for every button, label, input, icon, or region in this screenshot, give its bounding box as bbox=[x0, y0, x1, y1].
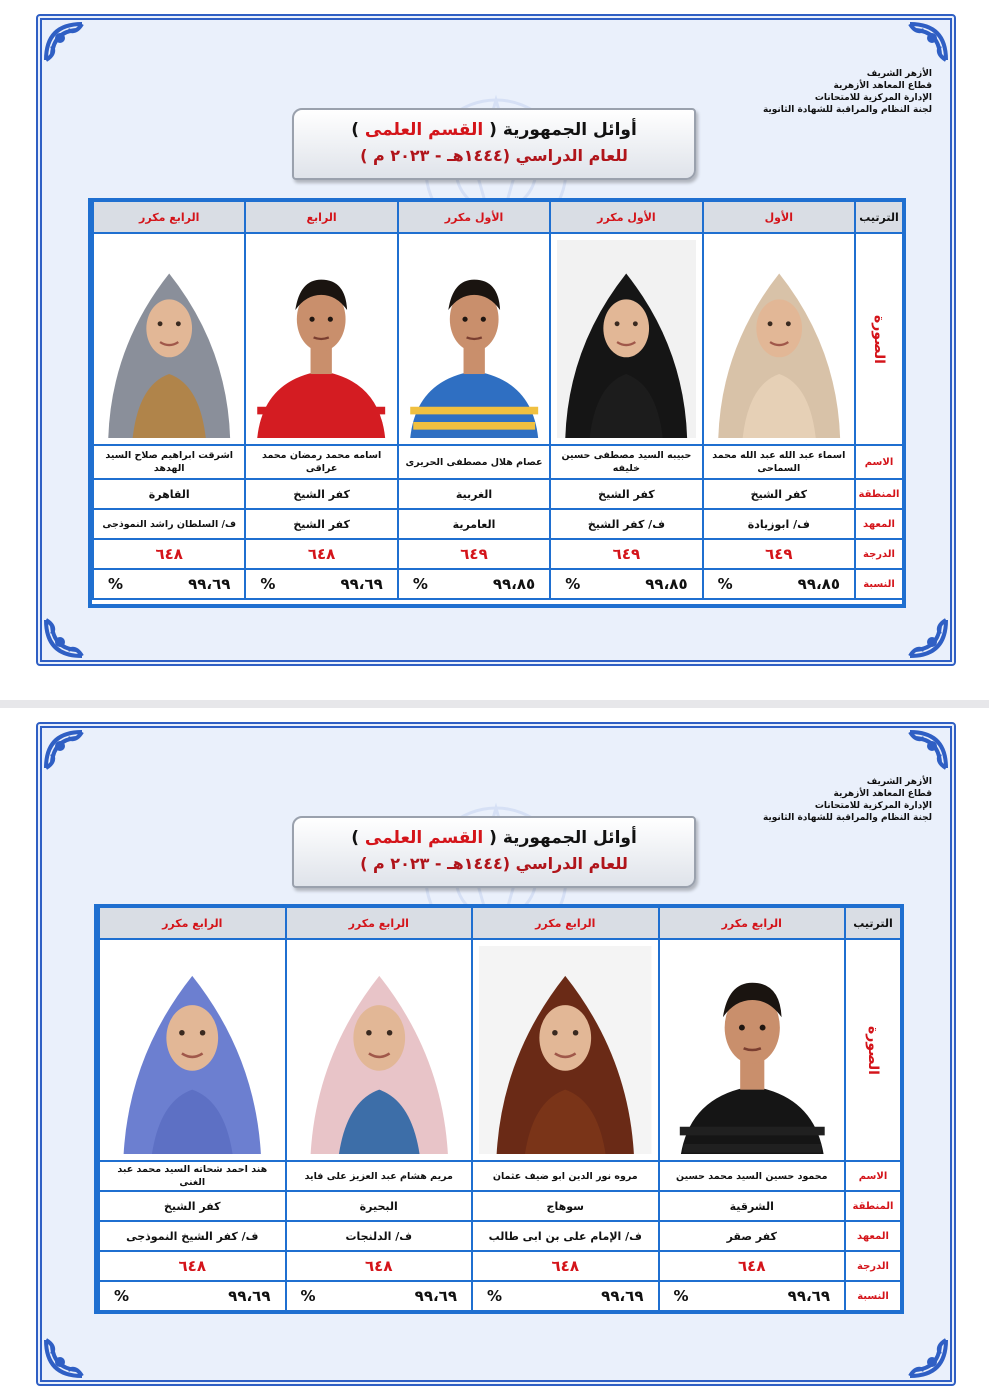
student-institute: ف/ السلطان راشد النموذجى bbox=[92, 510, 244, 540]
student-percent bbox=[397, 570, 549, 600]
student-name: اشرقت ابراهيم صلاح السيد الهدهد bbox=[92, 446, 244, 480]
student-institute: كفر صقر bbox=[658, 1222, 845, 1252]
results-table bbox=[94, 904, 904, 1314]
percent-sign: % bbox=[717, 575, 733, 593]
row-label-name: الاسم bbox=[844, 1162, 900, 1192]
photo-cell bbox=[92, 234, 244, 446]
percent-sign: % bbox=[108, 575, 124, 593]
student-institute: ف/ كفر الشيخ النموذجى bbox=[98, 1222, 285, 1252]
percent-value: ٩٩،٨٥ bbox=[492, 575, 536, 593]
student-percent bbox=[244, 570, 396, 600]
row-label-percent: النسبة bbox=[854, 570, 902, 600]
title-paren-close: ) bbox=[351, 828, 359, 848]
rank-cell: الرابع bbox=[244, 202, 396, 234]
student-name: اسماء عبد الله عبد الله محمد السماحى bbox=[702, 446, 854, 480]
photo-cell bbox=[658, 940, 845, 1162]
results-table bbox=[88, 198, 906, 608]
student-photo-female-hijab-beige-icon bbox=[710, 240, 848, 438]
percent-value: ٩٩،٦٩ bbox=[340, 575, 383, 593]
photo-cell bbox=[702, 234, 854, 446]
student-grade: ٦٤٨ bbox=[98, 1252, 285, 1282]
student-name: مروه نور الدين ابو ضيف عثمان bbox=[471, 1162, 658, 1192]
page-divider bbox=[0, 700, 989, 708]
title-academic-year: للعام الدراسي (١٤٤٤هـ - ٢٠٢٣ م ) bbox=[360, 146, 628, 165]
student-grade: ٦٤٩ bbox=[702, 540, 854, 570]
percent-sign: % bbox=[114, 1287, 130, 1305]
authority-line: قطاع المعاهد الأزهرية bbox=[833, 789, 932, 799]
photo-cell bbox=[285, 940, 472, 1162]
student-photo-male-red-shirt-icon bbox=[252, 240, 390, 438]
percent-value: ٩٩،٦٩ bbox=[787, 1287, 830, 1305]
rank-cell: الأول مكرر bbox=[549, 202, 701, 234]
title-section: القسم العلمى bbox=[364, 120, 484, 140]
rank-cell: الرابع مكرر bbox=[92, 202, 244, 234]
ornament-corner-icon bbox=[42, 728, 112, 798]
rank-cell: الرابع مكرر bbox=[285, 908, 472, 940]
rank-cell: الرابع مكرر bbox=[658, 908, 845, 940]
student-photo-male-dark-shirt-icon bbox=[666, 946, 839, 1154]
title-paren-open: ( bbox=[489, 828, 497, 848]
student-grade: ٦٤٨ bbox=[471, 1252, 658, 1282]
title-banner bbox=[292, 108, 696, 180]
percent-sign: % bbox=[260, 575, 276, 593]
photo-cell bbox=[244, 234, 396, 446]
percent-sign: % bbox=[487, 1287, 503, 1305]
row-label-institute: المعهد bbox=[854, 510, 902, 540]
photo-cell bbox=[471, 940, 658, 1162]
student-institute: العامرية bbox=[397, 510, 549, 540]
student-percent bbox=[549, 570, 701, 600]
title-line-1 bbox=[294, 120, 694, 140]
percent-value: ٩٩،٨٥ bbox=[645, 575, 688, 593]
rank-cell: الأول مكرر bbox=[397, 202, 549, 234]
student-name: هند احمد شحاته السيد محمد عبد الغنى bbox=[98, 1162, 285, 1192]
student-photo-male-striped-shirt-icon bbox=[405, 240, 543, 438]
student-name: محمود حسين السيد محمد حسين bbox=[658, 1162, 845, 1192]
student-institute: ف/ كفر الشيخ bbox=[549, 510, 701, 540]
student-grade: ٦٤٩ bbox=[397, 540, 549, 570]
student-region: الغربية bbox=[397, 480, 549, 510]
percent-value: ٩٩،٨٥ bbox=[797, 575, 840, 593]
student-photo-female-hijab-patterned-icon bbox=[100, 240, 238, 438]
row-label-institute: المعهد bbox=[844, 1222, 900, 1252]
title-paren-close: ) bbox=[351, 120, 359, 140]
student-grade: ٦٤٩ bbox=[549, 540, 701, 570]
student-photo-female-hijab-floral-icon bbox=[293, 946, 466, 1154]
student-institute: ف/ ابوزيادة bbox=[702, 510, 854, 540]
title-section: القسم العلمى bbox=[364, 828, 484, 848]
student-region: كفر الشيخ bbox=[244, 480, 396, 510]
percent-value: ٩٩،٦٩ bbox=[228, 1287, 271, 1305]
student-photo-female-hijab-blue-icon bbox=[106, 946, 279, 1154]
results-sheet-2 bbox=[36, 722, 956, 1386]
student-name: عصام هلال مصطفى الحريرى bbox=[397, 446, 549, 480]
student-percent bbox=[471, 1282, 658, 1312]
student-photo-female-hijab-brown-icon bbox=[479, 946, 652, 1154]
percent-value: ٩٩،٦٩ bbox=[601, 1287, 644, 1305]
authority-line: لجنة النظام والمراقبة للشهادة الثانوية bbox=[762, 813, 932, 823]
student-grade: ٦٤٨ bbox=[658, 1252, 845, 1282]
student-name: حبيبه السيد مصطفى حسين خليفه bbox=[549, 446, 701, 480]
row-label-grade: الدرجة bbox=[844, 1252, 900, 1282]
ornament-corner-icon bbox=[880, 1310, 950, 1380]
issuing-authority bbox=[732, 68, 932, 116]
student-region: كفر الشيخ bbox=[98, 1192, 285, 1222]
title-prefix: أوائل الجمهورية bbox=[502, 828, 637, 848]
issuing-authority bbox=[732, 776, 932, 824]
title-academic-year: للعام الدراسي (١٤٤٤هـ - ٢٠٢٣ م ) bbox=[360, 854, 628, 873]
rank-cell: الرابع مكرر bbox=[98, 908, 285, 940]
student-percent bbox=[92, 570, 244, 600]
percent-sign: % bbox=[300, 1287, 316, 1305]
student-percent bbox=[702, 570, 854, 600]
photo-cell bbox=[549, 234, 701, 446]
title-banner bbox=[292, 816, 696, 888]
row-label-grade: الدرجة bbox=[854, 540, 902, 570]
authority-line: لجنة النظام والمراقبة للشهادة الثانوية bbox=[762, 105, 932, 115]
rank-cell: الرابع مكرر bbox=[471, 908, 658, 940]
student-region: سوهاج bbox=[471, 1192, 658, 1222]
row-label-name: الاسم bbox=[854, 446, 902, 480]
student-institute: ف/ الدلنجات bbox=[285, 1222, 472, 1252]
percent-value: ٩٩،٦٩ bbox=[414, 1287, 457, 1305]
student-grade: ٦٤٨ bbox=[285, 1252, 472, 1282]
student-region: كفر الشيخ bbox=[549, 480, 701, 510]
ornament-corner-icon bbox=[42, 20, 112, 90]
row-label-percent: النسبة bbox=[844, 1282, 900, 1312]
authority-line: الإدارة المركزية للامتحانات bbox=[814, 801, 932, 811]
photo-cell bbox=[98, 940, 285, 1162]
authority-line: الإدارة المركزية للامتحانات bbox=[814, 93, 932, 103]
row-label-rank: الترتيب bbox=[844, 908, 900, 940]
student-percent bbox=[98, 1282, 285, 1312]
student-region: القاهرة bbox=[92, 480, 244, 510]
student-grade: ٦٤٨ bbox=[92, 540, 244, 570]
row-label-photo: الصورة bbox=[854, 234, 902, 446]
student-institute: كفر الشيخ bbox=[244, 510, 396, 540]
percent-value: ٩٩،٦٩ bbox=[188, 575, 231, 593]
row-label-photo: الصورة bbox=[844, 940, 900, 1162]
title-prefix: أوائل الجمهورية bbox=[502, 120, 637, 140]
student-name: اسامه محمد رمضان محمد عراقى bbox=[244, 446, 396, 480]
authority-line: الأزهر الشريف bbox=[866, 777, 932, 787]
title-paren-open: ( bbox=[489, 120, 497, 140]
student-percent bbox=[285, 1282, 472, 1312]
row-label-region: المنطقة bbox=[844, 1192, 900, 1222]
student-grade: ٦٤٨ bbox=[244, 540, 396, 570]
percent-sign: % bbox=[565, 575, 581, 593]
percent-sign: % bbox=[412, 575, 428, 593]
percent-sign: % bbox=[673, 1287, 689, 1305]
photo-cell bbox=[397, 234, 549, 446]
student-region: الشرقية bbox=[658, 1192, 845, 1222]
ornament-corner-icon bbox=[42, 1310, 112, 1380]
results-sheet-1 bbox=[36, 14, 956, 666]
rank-cell: الأول bbox=[702, 202, 854, 234]
authority-line: قطاع المعاهد الأزهرية bbox=[833, 81, 932, 91]
authority-line: الأزهر الشريف bbox=[866, 69, 932, 79]
student-region: البحيرة bbox=[285, 1192, 472, 1222]
title-line-1 bbox=[294, 828, 694, 848]
student-photo-female-niqab-black-icon bbox=[557, 240, 695, 438]
student-region: كفر الشيخ bbox=[702, 480, 854, 510]
student-percent bbox=[658, 1282, 845, 1312]
student-name: مريم هشام عبد العزيز على فايد bbox=[285, 1162, 472, 1192]
student-institute: ف/ الإمام على بن ابى طالب bbox=[471, 1222, 658, 1252]
row-label-region: المنطقة bbox=[854, 480, 902, 510]
row-label-rank: الترتيب bbox=[854, 202, 902, 234]
